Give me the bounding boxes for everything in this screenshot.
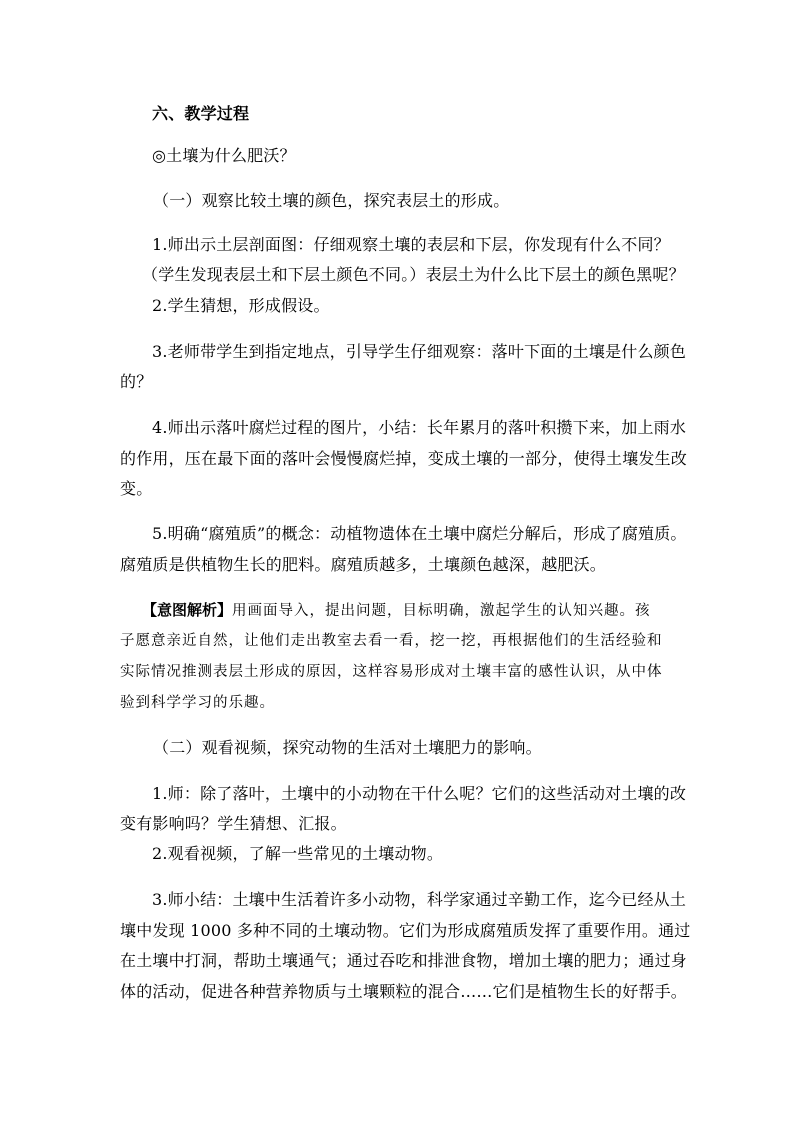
part2-title: （二）观看视频，探究动物的生活对土壤肥力的影响。 (153, 738, 542, 757)
intent-line1 (142, 599, 651, 622)
part1-item3-line2: 的？ (120, 372, 153, 391)
part1-item5-line2: 腐殖质是供植物生长的肥料。腐殖质越多，土壤颜色越深，越肥沃。 (120, 555, 607, 574)
intent-line4: 验到科学学习的乐趣。 (120, 695, 275, 711)
part2-item3-line3: 在土壤中打洞，帮助土壤通气；通过吞吃和排泄食物，增加土壤的肥力；通过身 (120, 951, 688, 970)
part1-item4-line2: 的作用，压在最下面的落叶会慢慢腐烂掉，变成土壤的一部分，使得土壤发生改 (120, 449, 688, 468)
section-heading: 六、教学过程 (152, 104, 250, 123)
part2-item3-line1: 3.师小结：土壤中生活着许多小动物，科学家通过辛勤工作，迄今已经从土 (152, 890, 687, 909)
part1-item1-line2: （学生发现表层土和下层土颜色不同。）表层土为什么比下层土的颜色黑呢？ (142, 265, 685, 284)
part1-item5-line1: 5.明确“腐殖质”的概念：动植物遗体在土壤中腐烂分解后，形成了腐殖质。 (152, 524, 687, 543)
part2-item2: 2.观看视频，了解一些常见的土壤动物。 (152, 844, 444, 863)
part2-item1-line2: 变有影响吗？学生猜想、汇报。 (120, 814, 347, 833)
part1-item2: 2.学生猜想，形成假设。 (152, 296, 330, 315)
part1-title: （一）观察比较土壤的颜色，探究表层土的形成。 (153, 191, 510, 210)
part2-item1-line1: 1.师：除了落叶，土壤中的小动物在干什么呢？它们的这些活动对土壤的改 (152, 784, 687, 803)
intent-tag: 【意图解析】 (142, 601, 233, 619)
intent-text-line1: 用画面导入，提出问题，目标明确，激起学生的认知兴趣。孩 (232, 603, 651, 619)
part2-item3-line4: 体的活动，促进各种营养物质与土壤颗粒的混合……它们是植物生长的好帮手。 (120, 982, 688, 1001)
part1-item4-line3: 变。 (120, 479, 153, 498)
section-question: ◎土壤为什么肥沃？ (152, 146, 296, 165)
intent-line2: 子愿意亲近自然，让他们走出教室去看一看，挖一挖，再根据他们的生活经验和 (120, 633, 663, 649)
part1-item1-line1: 1.师出示土层剖面图：仔细观察土壤的表层和下层，你发现有什么不同？ (152, 235, 670, 254)
part2-item3-line2: 壤中发现 1000 多种不同的土壤动物。它们为形成腐殖质发挥了重要作用。通过 (120, 921, 691, 940)
part1-item4-line1: 4.师出示落叶腐烂过程的图片，小结：长年累月的落叶积攒下来，加上雨水 (152, 418, 687, 437)
part1-item3-line1: 3.老师带学生到指定地点，引导学生仔细观察：落叶下面的土壤是什么颜色 (152, 342, 687, 361)
intent-line3: 实际情况推测表层土形成的原因，这样容易形成对土壤丰富的感性认识，从中体 (120, 664, 663, 680)
